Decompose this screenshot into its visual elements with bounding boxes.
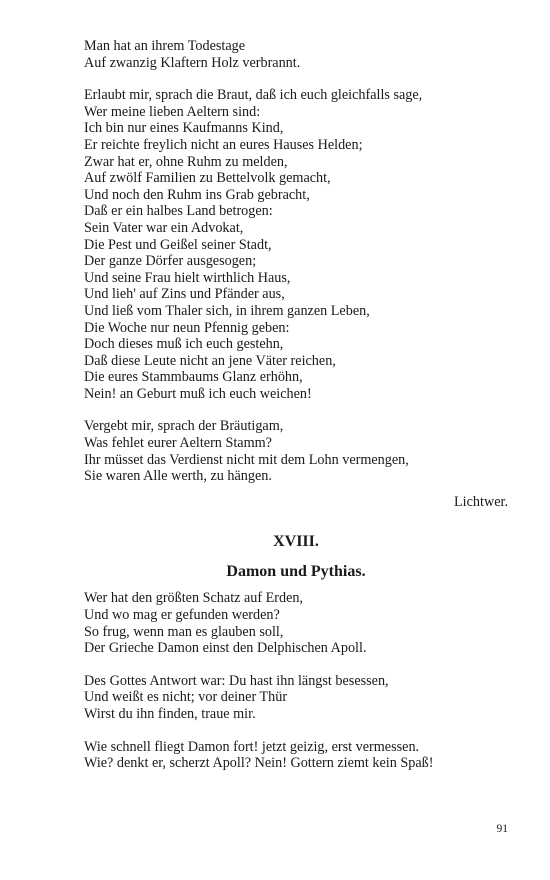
stanza [84, 590, 508, 656]
verse-line: Daß diese Leute nicht an jene Väter reichen, [84, 352, 336, 369]
verse-line: Sein Vater war ein Advokat, [84, 219, 244, 236]
verse-line: Was fehlet eurer Aeltern Stamm? [84, 435, 272, 452]
verse-line: Auf zwanzig Klaftern Holz verbrannt. [84, 54, 301, 71]
poem-number: XVIII. [273, 533, 319, 551]
verse-line: So frug, wenn man es glauben soll, [84, 623, 284, 640]
verse-line: Die Pest und Geißel seiner Stadt, [84, 236, 272, 253]
stanza [84, 739, 508, 772]
verse-line: Wer hat den größten Schatz auf Erden, [84, 590, 304, 607]
verse-line: Daß er ein halbes Land betrogen: [84, 203, 273, 220]
verse-line: Auf zwölf Familien zu Bettelvolk gemacht, [84, 170, 331, 187]
verse-line: Man hat an ihrem Todestage [84, 38, 246, 54]
verse-line: Zwar hat er, ohne Ruhm zu melden, [84, 153, 288, 170]
verse-line: Ich bin nur eines Kaufmanns Kind, [84, 120, 284, 137]
author-signature: Lichtwer. [454, 493, 508, 510]
verse-line: Erlaubt mir, sprach die Braut, daß ich euch gleichfalls sage, [84, 87, 423, 104]
verse-line: Und seine Frau hielt wirthlich Haus, [84, 269, 291, 286]
verse-line: Er reichte freylich nicht an eures Hauses Helden; [84, 136, 363, 153]
verse-line: Und ließ vom Thaler sich, in ihrem ganzen Leben, [84, 302, 370, 319]
verse-line: Wirst du ihn finden, traue mir. [84, 706, 256, 722]
stanza [84, 418, 508, 484]
verse-line: Wie? denkt er, scherzt Apoll? Nein! Gottern ziemt kein Spaß! [84, 755, 434, 772]
stanza [84, 38, 508, 71]
verse-line: Vergebt mir, sprach der Bräutigam, [84, 418, 284, 435]
verse-line: Des Gottes Antwort war: Du hast ihn längst besessen, [84, 672, 389, 689]
verse-line: Ihr müsset das Verdienst nicht mit dem Lohn vermengen, [84, 451, 409, 468]
stanza [84, 87, 508, 402]
poem-continuation [84, 38, 508, 510]
verse-line: Doch dieses muß ich euch gestehn, [84, 336, 284, 353]
page-content [84, 38, 508, 772]
verse-line: Und noch den Ruhm ins Grab gebracht, [84, 186, 310, 203]
verse-line: Sie waren Alle werth, zu hängen. [84, 468, 272, 485]
verse-line: Wie schnell fliegt Damon fort! jetzt geizig, erst vermessen. [84, 738, 420, 755]
verse-line: Die Woche nur neun Pfennig geben: [84, 319, 290, 336]
stanza [84, 673, 508, 723]
verse-line: Wer meine lieben Aeltern sind: [84, 103, 261, 120]
verse-line: Und lieh' auf Zins und Pfänder aus, [84, 286, 285, 303]
verse-line: Der Grieche Damon einst den Delphischen Apoll. [84, 640, 367, 657]
verse-line: Der ganze Dörfer ausgesogen; [84, 253, 257, 270]
poem-title: Damon und Pythias. [226, 563, 366, 581]
verse-line: Nein! an Geburt muß ich euch weichen! [84, 385, 312, 402]
page-number: 91 [496, 823, 508, 835]
verse-line: Und wo mag er gefunden werden? [84, 607, 280, 624]
verse-line: Die eures Stammbaums Glanz erhöhn, [84, 369, 303, 386]
verse-line: Und weißt es nicht; vor deiner Thür [84, 689, 288, 706]
poem-damon-und-pythias [84, 532, 508, 771]
